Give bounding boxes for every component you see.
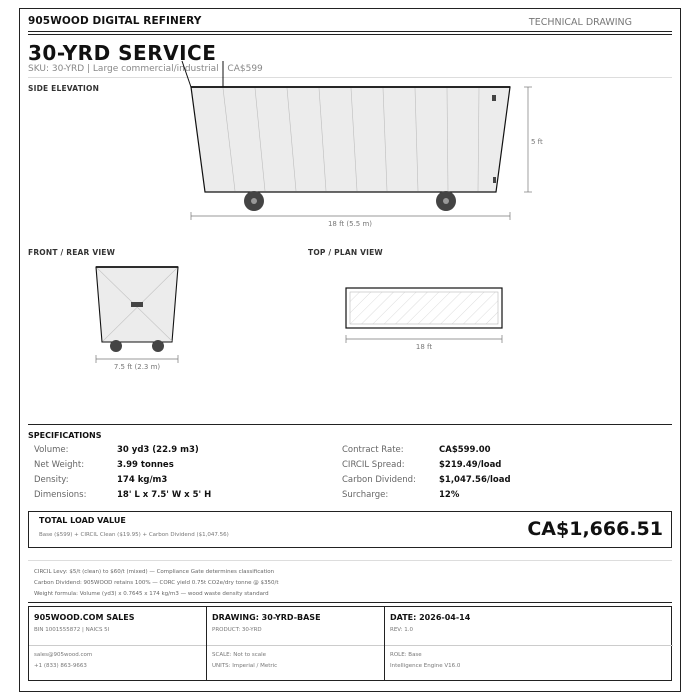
spec-value: 12% [439,490,460,500]
spec-carbon-dividend [342,475,662,489]
document-type: TECHNICAL DRAWING [528,17,632,28]
spec-value: 18' L x 7.5' W x 5' H [117,490,212,500]
spec-circil-spread [342,460,662,474]
spec-label: Net Weight: [34,460,85,470]
notes-block [34,567,278,600]
title-block-date [385,607,673,680]
title-block [28,606,672,681]
spec-label: Density: [34,475,69,485]
revision: REV: 1.0 [390,627,413,633]
top-view-drawing [20,9,680,429]
sales-heading: 905WOOD.COM SALES [34,613,135,622]
drawing-sheet [19,8,681,692]
spec-label: Surcharge: [342,490,389,500]
spec-value: CA$599.00 [439,445,491,455]
spec-label: Contract Rate: [342,445,404,455]
top-length-label: 18 ft [415,343,433,351]
side-length-label: 18 ft (5.5 m) [327,220,373,228]
drawing-date: DATE: 2026-04-14 [390,613,471,622]
spec-value: $219.49/load [439,460,502,470]
spec-value: $1,047.56/load [439,475,511,485]
spec-dimensions [34,490,314,504]
spec-surcharge [342,490,662,504]
product-code: PRODUCT: 30-YRD [212,627,262,633]
sales-email[interactable]: sales@905wood.com [34,652,93,658]
spec-value: 30 yd3 (22.9 m3) [117,445,199,455]
spec-value: 3.99 tonnes [117,460,174,470]
role-note: ROLE: Base [390,652,422,658]
top-view-label: TOP / PLAN VIEW [308,248,383,257]
scale-note: SCALE: Not to scale [212,652,267,658]
spec-label: Carbon Dividend: [342,475,416,485]
front-width-label: 7.5 ft (2.3 m) [113,363,161,371]
sales-phone[interactable]: +1 (833) 863-9663 [34,663,87,669]
front-view-label: FRONT / REAR VIEW [28,248,116,257]
specs-title: SPECIFICATIONS [28,431,102,440]
notes-divider [28,560,672,561]
spec-label: CIRCIL Spread: [342,460,405,470]
spec-label: Volume: [34,445,69,455]
footer-top-rule [28,602,672,603]
total-label: TOTAL LOAD VALUE [39,516,126,525]
top-length-dimension [346,335,502,343]
total-breakdown: Base ($599) + CIRCIL Clean ($19.95) + Carbon Dividend ($1,047.56) [39,532,229,538]
title-block-sales [29,607,207,680]
product-subtitle: SKU: 30-YRD | Large commercial/industrial | CA$599 [28,64,263,74]
total-load-value-box [28,511,672,548]
side-elevation-label: SIDE ELEVATION [28,84,100,93]
page-title: 30-YRD SERVICE [28,41,217,65]
note-carbon-dividend: Carbon Dividend: 905WOOD retains 100% — CORC yield 0.75t CO2e/dry tonne @ $350/t [34,580,279,586]
brand-name: 905WOOD DIGITAL REFINERY [28,15,202,27]
top-inner [350,292,498,324]
spec-contract-rate [342,445,662,459]
spec-value: 174 kg/m3 [117,475,168,485]
spec-volume [34,445,314,459]
side-height-label: 5 ft [531,138,543,146]
specs-divider [28,424,672,425]
units-note: UNITS: Imperial / Metric [212,663,278,669]
engine-version: Intelligence Engine V16.0 [390,663,461,669]
spec-density [34,475,314,489]
spec-net-weight [34,460,314,474]
note-weight-formula: Weight formula: Volume (yd3) x 0.7645 x 174 kg/m3 — wood waste density standard [34,591,269,597]
total-value: CA$1,666.51 [527,518,663,540]
drawing-number: DRAWING: 30-YRD-BASE [212,613,321,622]
spec-label: Dimensions: [34,490,87,500]
note-circil-levy: CIRCIL Levy: $5/t (clean) to $60/t (mixed) — Compliance Gate determines classification [34,569,275,575]
title-block-drawing [207,607,385,680]
business-number: BIN 1001555872 | NAICS 5I [34,627,110,633]
